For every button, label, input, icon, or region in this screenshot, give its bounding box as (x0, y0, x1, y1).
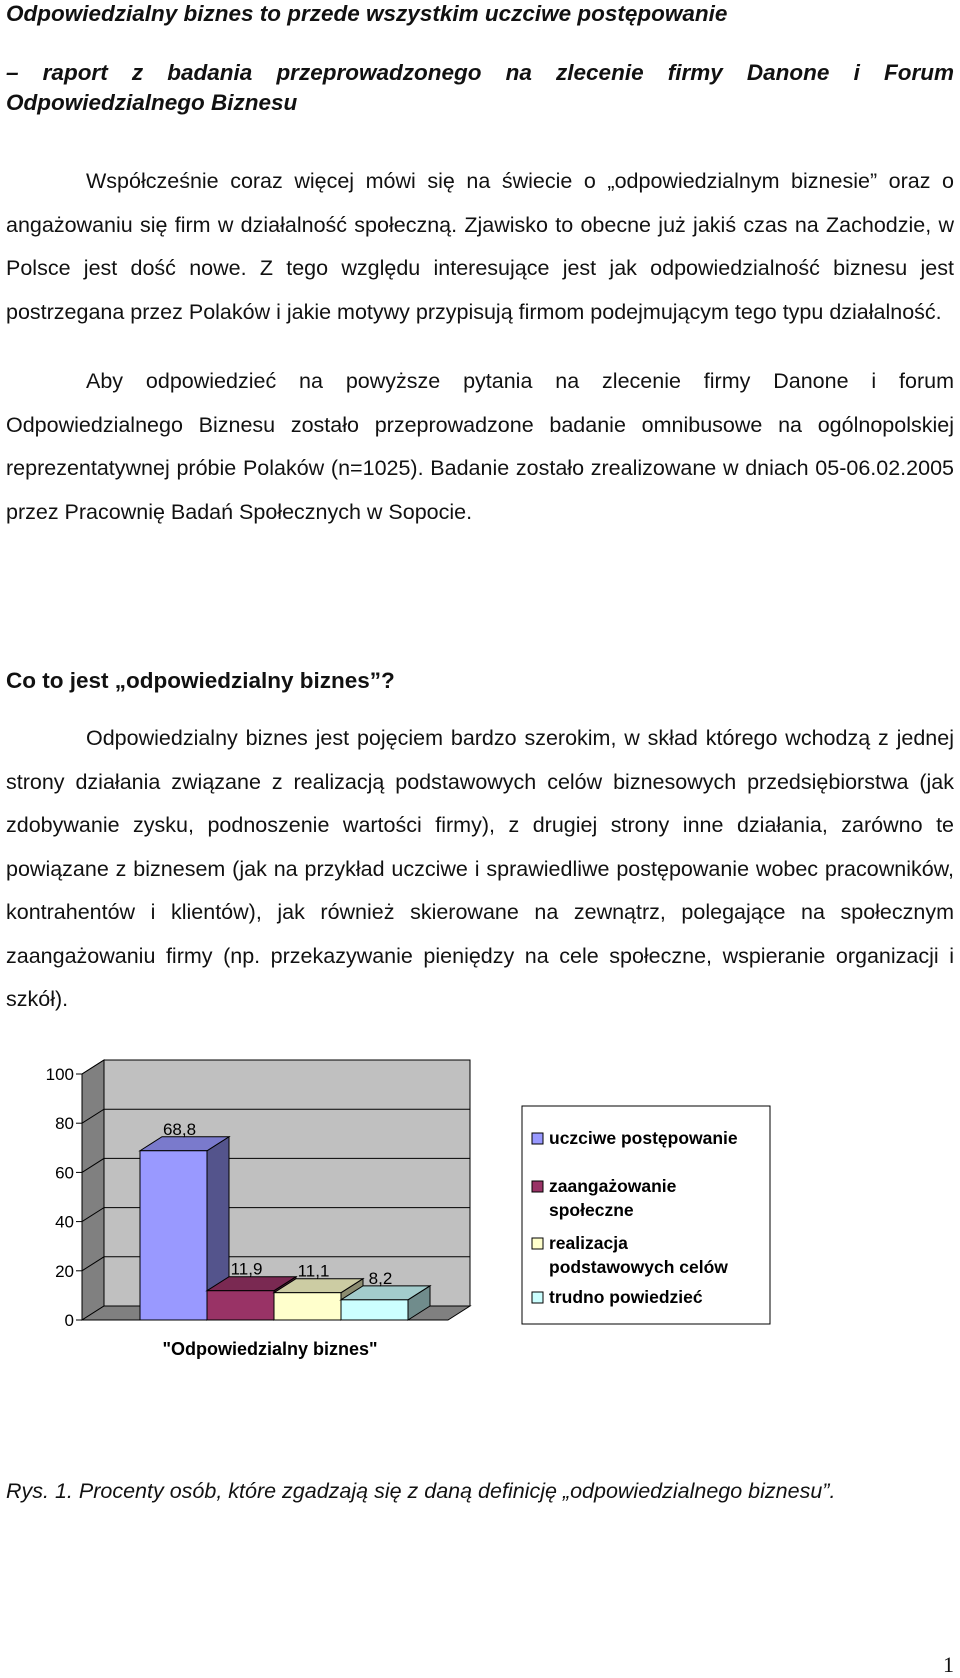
y-axis-tick-label: 0 (64, 1311, 74, 1330)
document-title: Odpowiedzialny biznes to przede wszystkim uczciwe postępowanie (6, 1, 728, 26)
page-number: 1 (943, 1652, 954, 1677)
bar-chart (0, 1065, 960, 1460)
intro-paragraph-1: Współcześnie coraz więcej mówi się na świecie o „odpowiedzialnym biznesie” oraz o angażowaniu się firm w działalność społeczną. Zjawisko to obecne już jakiś czas na Zachodzie, w Polsce jest dość nowe. Z tego względu interesujące jest jak odpowiedzialność biznesu jest postrzegana przez Polaków i jakie motywy przypisują firmom podejmującym tego typu działalność. (6, 169, 954, 324)
legend-swatch (532, 1133, 543, 1144)
document-header (6, 0, 954, 28)
legend-entry-text: trudno powiedzieć (549, 1287, 703, 1307)
legend-entry-text: realizacja (549, 1233, 628, 1253)
y-axis-tick-label: 100 (45, 1065, 74, 1084)
definition-paragraph: Odpowiedzialny biznes jest pojęciem bardzo szerokim, w skład którego wchodzą z jednej strony działania związane z realizacją podstawowych celów biznesowych przedsiębiorstwa (jak zdobywanie zysku, podnoszenie wartości firmy), z drugiej strony inne działania, zarówno te powiązane z biznesem (jak na przykład uczciwe i sprawiedliwe postępowanie wobec pracowników, kontrahentów i klientów), jak również skierowane na zewnątrz, polegające na społecznym zaangażowaniu firmy (np. przekazywanie pieniędzy na cele społeczne, wspieranie organizacji i szkół). (6, 726, 954, 1011)
data-label-1: 68,8 (162, 1119, 197, 1139)
y-axis-tick-label: 40 (55, 1212, 74, 1232)
legend-entry-text: uczciwe postępowanie (549, 1128, 738, 1148)
bar-chart-svg (0, 1065, 960, 1460)
legend-swatch (532, 1181, 543, 1192)
legend-entry-text: społeczne (549, 1200, 634, 1220)
document-subtitle: – raport z badania przeprowadzonego na zlecenie firmy Danone i Forum Odpowiedzialnego Biznesu (6, 60, 954, 115)
y-axis-tick-label: 80 (55, 1114, 74, 1134)
chart-side-wall (82, 1060, 104, 1320)
section-heading: Co to jest „odpowiedzialny biznes”? (6, 668, 395, 693)
figure-caption: Rys. 1. Procenty osób, które zgadzają się z daną definicję „odpowiedzialnego biznesu”. (6, 1479, 836, 1503)
legend-swatch (532, 1238, 543, 1249)
y-axis-tick-label: 60 (55, 1163, 74, 1183)
x-axis-category-label: "Odpowiedzialny biznes" (162, 1339, 378, 1359)
data-label-4: 8,2 (368, 1268, 393, 1288)
bar-front-face (274, 1293, 341, 1320)
legend-entry-text: zaangażowanie (549, 1176, 677, 1196)
chart-legend (522, 1106, 770, 1324)
intro-paragraph-2: Aby odpowiedzieć na powyższe pytania na zlecenie firmy Danone i forum Odpowiedzialnego Biznesu zostało przeprowadzone badanie omnibusowe na ogólnopolskiej reprezentatywnej próbie Polaków (n=1025). Badanie zostało zrealizowane w dniach 05-06.02.2005 przez Pracownię Badań Społecznych w Sopocie. (6, 369, 954, 524)
bar-front-face (140, 1151, 207, 1320)
legend-entry-text: podstawowych celów (549, 1257, 728, 1277)
data-label-3: 11,1 (297, 1261, 330, 1281)
legend-swatch (532, 1292, 543, 1303)
y-axis-tick-label: 20 (55, 1261, 74, 1281)
bar-4 (341, 1286, 430, 1320)
data-label-2: 11,9 (230, 1259, 263, 1279)
bar-front-face (341, 1300, 408, 1320)
bar-front-face (207, 1291, 274, 1320)
